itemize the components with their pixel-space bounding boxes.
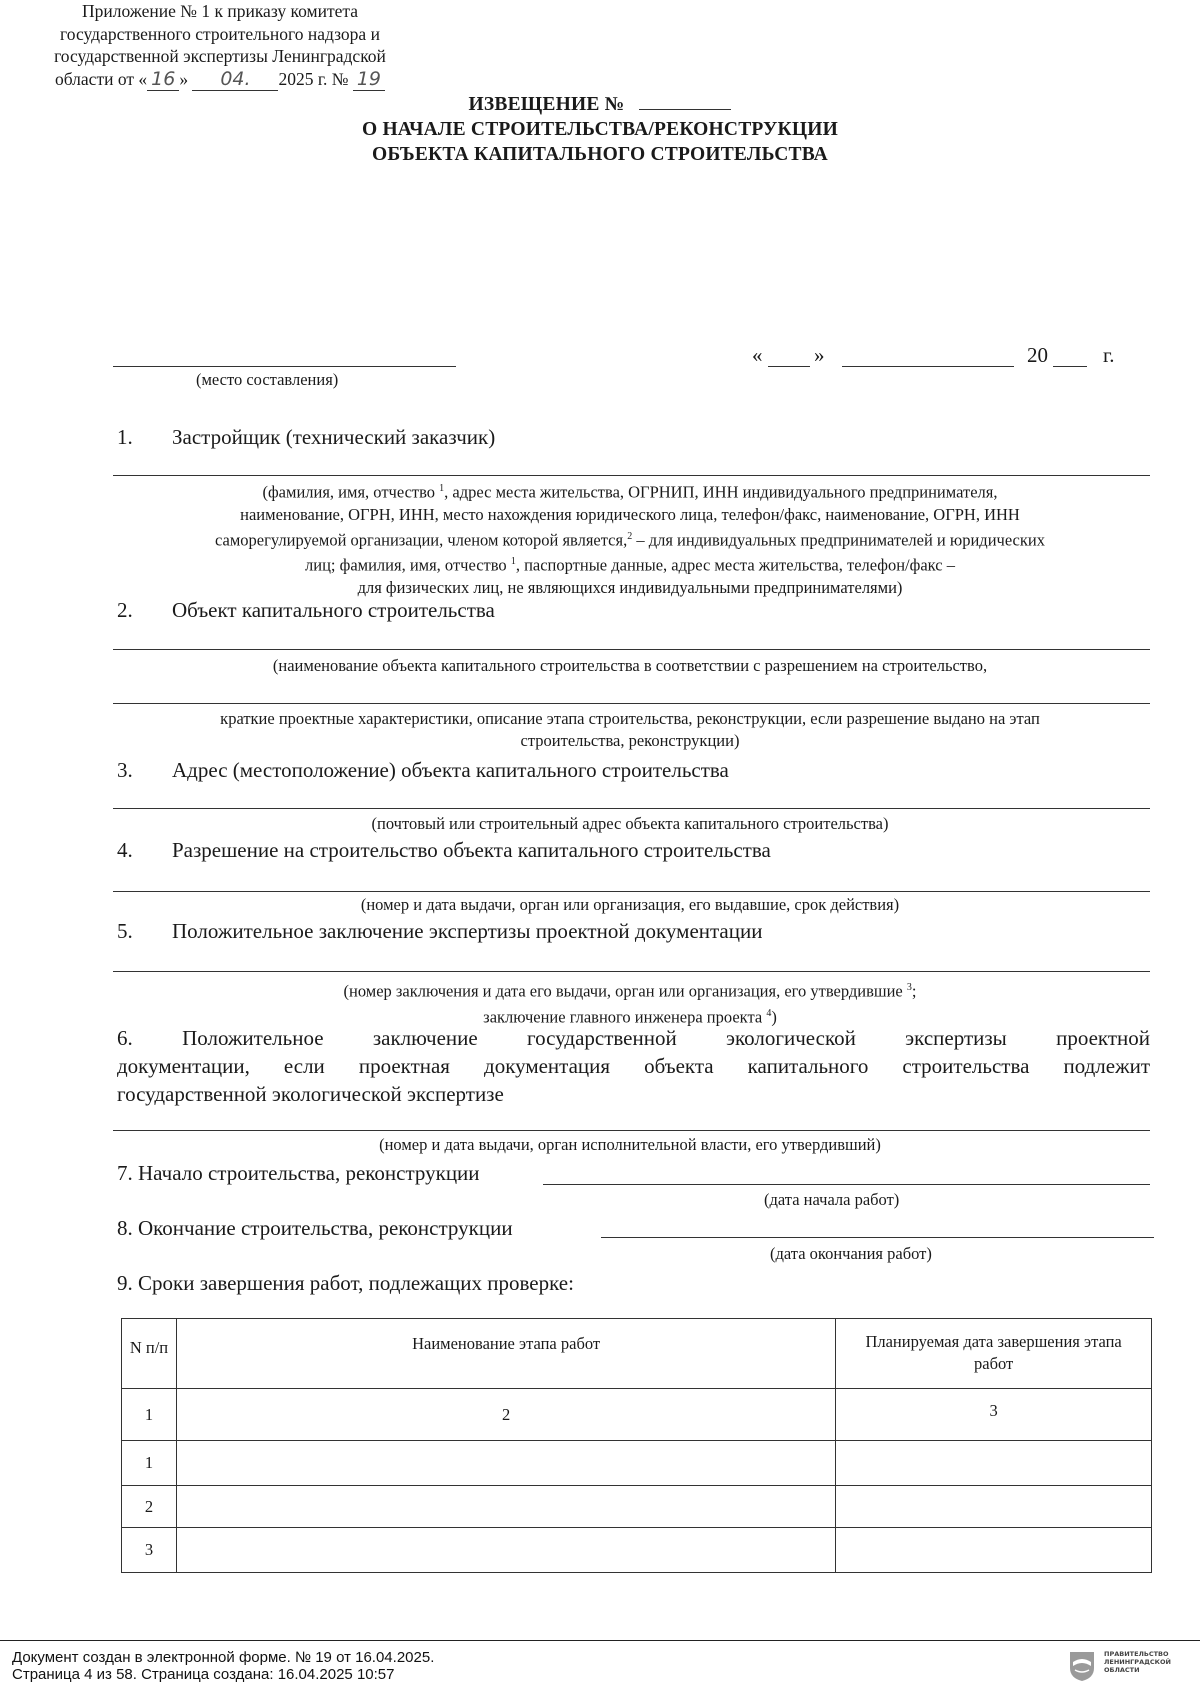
section-5-label: Положительное заключение экспертизы проектной документации	[172, 919, 763, 943]
section-2-label: Объект капитального строительства	[172, 598, 495, 622]
table-header-cell: Планируемая дата завершения этапа работ	[836, 1319, 1152, 1389]
section-2-number: 2.	[117, 598, 133, 622]
section-1-caption	[100, 478, 1160, 599]
table-header-cell: N п/п	[122, 1319, 177, 1389]
section-6-field[interactable]	[113, 1130, 1150, 1131]
table-row	[122, 1528, 1152, 1573]
start-date-field[interactable]	[543, 1184, 1150, 1185]
footer-bar	[0, 1640, 1200, 1699]
footer-line-2: Страница 4 из 58. Страница создана: 16.04.2025 10:57	[12, 1666, 395, 1683]
section-1-number: 1.	[117, 425, 133, 449]
table-cell: 2	[176, 1389, 835, 1441]
coat-of-arms-icon	[1068, 1650, 1096, 1682]
appendix-line: государственного строительного надзора и	[60, 23, 380, 44]
caption-text: , адрес места жительства, ОГРНИП, ИНН индивидуального предпринимателя,	[444, 482, 998, 502]
section-2-field-2[interactable]	[113, 703, 1150, 704]
section-1-label: Застройщик (технический заказчик)	[172, 425, 496, 449]
section-4-number: 4.	[117, 838, 133, 862]
table-row	[122, 1486, 1152, 1528]
table-numbering-row	[122, 1389, 1152, 1441]
end-date-field[interactable]	[601, 1237, 1154, 1238]
section-1-field[interactable]	[113, 475, 1150, 476]
date-year-prefix: 20	[1027, 343, 1048, 367]
section-6-line-1: 6. Положительное заключение государственной экологической экспертизы проектной	[117, 1026, 1150, 1050]
section-6-line-2: документации, если проектная документация объекта капитального строительства подлежит	[117, 1054, 1150, 1078]
table-header-cell: Наименование этапа работ	[176, 1319, 835, 1389]
table-cell: 3	[122, 1528, 177, 1573]
footnote-ref: 4	[766, 1007, 772, 1019]
section-7-label: 7. Начало строительства, реконструкции	[117, 1161, 480, 1185]
footnote-ref: 1	[510, 556, 516, 567]
date-quote-open: «	[752, 343, 763, 367]
section-4-field[interactable]	[113, 891, 1150, 892]
handwritten-day: 16	[147, 68, 179, 91]
appendix-line: государственной экспертизы Ленинградской	[54, 46, 386, 66]
section-3-field[interactable]	[113, 808, 1150, 809]
date-year-suffix: г.	[1103, 343, 1115, 367]
title-line-3: ОБЪЕКТА КАПИТАЛЬНОГО СТРОИТЕЛЬСТВА	[372, 144, 828, 165]
stage-name-cell[interactable]	[176, 1441, 835, 1486]
caption-text: (номер заключения и дата его выдачи, орган или организация, его утвердившие	[343, 981, 907, 1001]
footer-text	[12, 1649, 434, 1683]
stage-date-cell[interactable]	[836, 1486, 1152, 1528]
section-2-caption-1: (наименование объекта капитального строительства в соответствии с разрешением на строительство,	[272, 656, 988, 675]
caption-text: заключение главного инженера проекта	[483, 1007, 767, 1026]
caption-text: )	[771, 1007, 777, 1026]
section-3-label: Адрес (местоположение) объекта капитального строительства	[172, 758, 729, 782]
table-cell: 3	[836, 1389, 1152, 1441]
caption-text: лиц; фамилия, имя, отчество	[305, 555, 511, 575]
section-3-caption: (почтовый или строительный адрес объекта капитального строительства)	[371, 814, 889, 833]
document-title	[0, 91, 1200, 167]
stage-date-cell[interactable]	[836, 1441, 1152, 1486]
title-notice-number-label: ИЗВЕЩЕНИЕ №	[468, 94, 625, 115]
appendix-year: 2025 г. №	[278, 68, 349, 89]
date-quote-close: »	[814, 343, 825, 367]
footnote-ref: 2	[627, 530, 633, 542]
appendix-date-mid: »	[179, 68, 189, 89]
caption-line	[100, 526, 1160, 552]
government-name	[1104, 1650, 1194, 1674]
section-4-label: Разрешение на строительство объекта капитального строительства	[172, 838, 771, 862]
caption-text: – для индивидуальных предпринимателей и юридических	[632, 530, 1045, 549]
table-header-row	[122, 1319, 1152, 1389]
caption-line: краткие проектные характеристики, описание этапа строительства, реконструкции, если разрешение выдано на этап	[220, 709, 1040, 728]
section-9-label: 9. Сроки завершения работ, подлежащих проверке:	[117, 1271, 574, 1295]
place-field[interactable]	[113, 366, 456, 367]
appendix-header	[0, 0, 440, 91]
government-name-line: ОБЛАСТИ	[1104, 1666, 1140, 1674]
caption-line: строительства, реконструкции)	[520, 731, 740, 750]
table-cell: 1	[122, 1441, 177, 1486]
title-line-2: О НАЧАЛЕ СТРОИТЕЛЬСТВА/РЕКОНСТРУКЦИИ	[362, 119, 838, 140]
footnote-ref: 3	[906, 982, 912, 993]
stages-table	[121, 1318, 1152, 1573]
stage-name-cell[interactable]	[176, 1486, 835, 1528]
government-name-line: ПРАВИТЕЛЬСТВО	[1104, 1650, 1169, 1658]
date-day-field[interactable]	[768, 366, 810, 367]
section-2-caption-2	[100, 708, 1160, 752]
appendix-line: Приложение № 1 к приказу комитета	[81, 1, 359, 21]
date-month-field[interactable]	[842, 366, 1014, 367]
caption-line: наименование, ОГРН, ИНН, место нахождения юридического лица, телефон/факс, наименование, ОГРН, ИНН	[240, 504, 1020, 524]
caption-text: (фамилия, имя, отчество	[262, 482, 440, 502]
stage-date-cell[interactable]	[836, 1528, 1152, 1573]
section-8-caption: (дата окончания работ)	[770, 1244, 932, 1263]
section-3-number: 3.	[117, 758, 133, 782]
table-cell: 2	[122, 1486, 177, 1528]
title-line-1	[0, 91, 1200, 117]
footer-line-1: Документ создан в электронной форме. № 19 от 16.04.2025.	[12, 1649, 435, 1666]
section-6-text	[117, 1024, 1150, 1108]
caption-line	[100, 478, 1160, 504]
caption-line	[100, 977, 1160, 1003]
section-7-caption: (дата начала работ)	[764, 1190, 900, 1209]
appendix-date-line	[0, 68, 440, 92]
caption-text: , паспортные данные, адрес места жительства, телефон/факс –	[515, 555, 955, 575]
section-4-caption: (номер и дата выдачи, орган или организация, его выдавшие, срок действия)	[360, 895, 900, 914]
caption-line: для физических лиц, не являющихся индивидуальными предпринимателями)	[357, 577, 903, 597]
place-caption: (место составления)	[196, 370, 339, 389]
section-5-number: 5.	[117, 919, 133, 943]
date-year-field[interactable]	[1053, 366, 1087, 367]
section-6-line-3: государственной экологической экспертизе	[117, 1082, 504, 1106]
section-5-field[interactable]	[113, 971, 1150, 972]
caption-line	[100, 551, 1160, 577]
footnote-ref: 1	[439, 483, 445, 494]
notice-number-blank[interactable]	[639, 91, 731, 110]
appendix-date-prefix: области от «	[54, 68, 148, 89]
government-name-line: ЛЕНИНГРАДСКОЙ	[1104, 1658, 1171, 1666]
section-8-label: 8. Окончание строительства, реконструкции	[117, 1216, 513, 1240]
stage-name-cell[interactable]	[176, 1528, 835, 1573]
caption-text: саморегулируемой организации, членом которой является,	[215, 530, 628, 549]
table-cell: 1	[122, 1389, 177, 1441]
table-row	[122, 1441, 1152, 1486]
handwritten-order-number: 19	[353, 68, 385, 91]
caption-text: ;	[911, 981, 917, 1001]
section-2-field-1[interactable]	[113, 649, 1150, 650]
section-5-caption	[100, 977, 1160, 1028]
handwritten-month: 04.	[192, 68, 278, 92]
section-6-caption: (номер и дата выдачи, орган исполнительной власти, его утвердивший)	[379, 1135, 881, 1154]
